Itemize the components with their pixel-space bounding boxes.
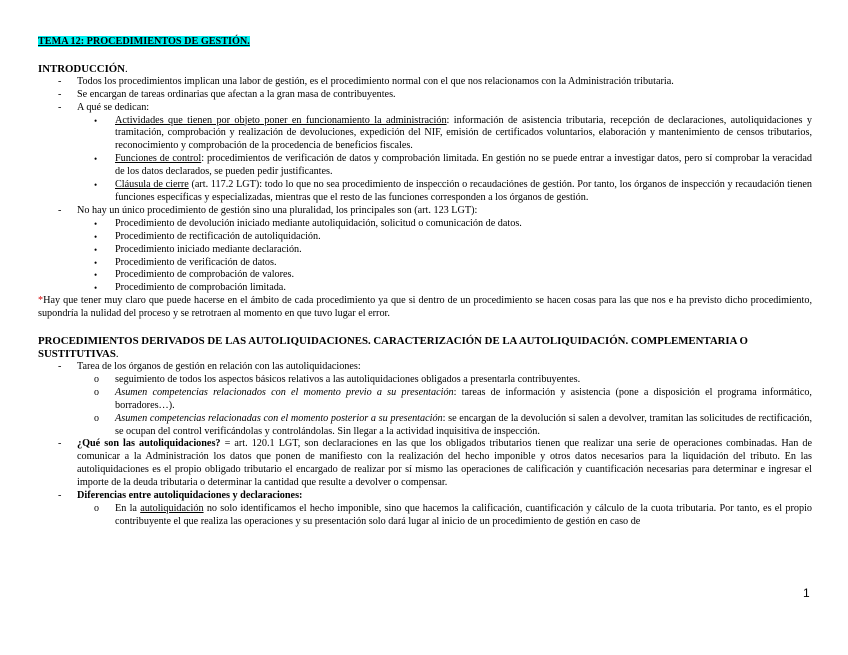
s2-differences [38,490,812,503]
s2-sub-item-2 [38,387,812,413]
note-text: Hay que tener muy claro que puede hacerse en el ámbito de cada procedimiento ya que si dentro de un procedimiento se hacen cosas para las que nos e ha previsto dicho procedimiento, supondría la nulidad del proceso y se retrotraen al momento en que tuvo lugar el error. [38,295,812,320]
procedure-item [38,244,812,257]
bullet-text: : procedimientos de verificación de datos y comprobación limitada. En gestión no se puede entrar a investigar datos, pero sí comprobar la veracidad de los datos declarados, se pueden pedir justificantes. [115,153,812,178]
procedure-item [38,269,812,282]
note-asterisk: * [38,295,44,307]
bullet-underlined: Actividades que tienen por objeto poner en funcionamiento la administración [115,114,447,126]
sub-item-text: : tareas de información y asistencia (pone a disposición el programa informático, borradores…). [115,386,812,411]
procedure-item [38,231,812,244]
page-number: 1 [803,586,810,600]
question-bold: ¿Qué son las autoliquidaciones? [77,438,221,450]
bullet-activities [38,115,812,154]
doc-title: TEMA 12: PROCEDIMIENTOS DE GESTIÓN. [38,36,250,47]
dash-marker: - [58,88,62,100]
intro-item-text: Se encargan de tareas ordinarias que afectan a la gran masa de contribuyentes. [77,88,396,100]
intro-heading-text: INTRODUCCIÓN [38,62,125,75]
doc-title-line [38,36,812,49]
section2-heading-dot: . [115,348,119,361]
intro-item-3 [38,102,812,115]
procedure-item [38,218,812,231]
question-text: = art. 120.1 LGT, son declaraciones en las que los obligados tributarios tienen que realizar una serie de operaciones combinadas. Han de comunicar a la Administración los datos que ponen de manifiesto con la realización del hecho imponible y otros datos necesarios para la liquidación del tributo. En las autoliquidaciones es el propio obligado tributario el encargado de realizar por sí mismo las operaciones de calificación y cuantificación necesarias para determinar e ingresar el importe de la deuda tributaria o determinar la cantidad que resulte a devolver o compensar. [77,438,812,489]
s2-sub-item-3 [38,413,812,439]
important-note [38,295,812,321]
sub-item-italic: Asumen competencias relacionados con el momento previo a su presentación [115,386,454,398]
bullet-marker: • [94,283,98,294]
bullet-text: (art. 117.2 LGT): todo lo que no sea procedimiento de inspección o recaudaciónes de gestión. Por tanto, los órganos de inspección y recaudación tienen funciones específicas y especializadas, mientras que el resto de las funciones corresponden a los órganos de gestión. [115,179,813,203]
section2-heading-text: PROCEDIMIENTOS DERIVADOS DE LAS AUTOLIQUIDACIONES. CARACTERIZACIÓN DE LA AUTOLIQUIDACIÓN. COMPLEMENTARIA O SUSTITUTIVAS [38,335,748,361]
circle-marker: o [94,373,99,385]
circle-marker: o [94,503,99,514]
dash-marker: - [58,361,62,373]
bullet-marker: • [94,154,98,165]
intro-item-text: Todos los procedimientos implican una labor de gestión, es el procedimiento normal con el que nos relacionamos con la Administración tributaria. [77,75,674,87]
intro-item-2 [38,89,812,102]
circle-marker: o [94,412,99,424]
diff-text-start: En la [115,503,141,514]
diff-underlined: autoliquidación [140,503,204,514]
dash-marker: - [58,204,62,216]
bullet-marker: • [94,180,98,191]
dash-marker: - [58,101,62,113]
intro-item-4 [38,205,812,218]
bullet-marker: • [94,218,98,229]
s2-sub-item-1 [38,374,812,387]
s2-question [38,438,812,490]
intro-item-text: A qué se dedican: [77,101,150,113]
bullet-marker: • [94,244,98,255]
dash-marker: - [58,75,62,87]
procedure-item [38,282,812,295]
procedure-text: Procedimiento de comprobación limitada. [115,282,286,294]
procedure-item [38,257,812,270]
bullet-marker: • [94,115,98,126]
s2-diff-item-1 [38,503,812,529]
bullet-marker: • [94,270,98,281]
diff-text: no solo identificamos el hecho imponible, sino que hacemos la calificación, cuantificación y cálculo de la cuota tributaria. Por tanto, es el propio contribuyente el que realiza las operaciones y su presentación solo dará lugar al inicio de un procedimiento de gestión en caso de [115,503,812,527]
procedure-text: Procedimiento de devolución iniciado mediante autoliquidación, solicitud o comunicación de datos. [115,217,522,229]
sub-item-text: seguimiento de todos los aspectos básicos relativos a las autoliquidaciones obligados a presentarla contribuyentes. [115,373,581,385]
sub-item-text: : se encargan de la devolución si salen a devolver, tramitan las solicitudes de rectificación, se ocupan del control verificándolas y controlándolas. Sin llegar a la actividad inquisitiva de inspección. [115,412,812,437]
procedure-text: Procedimiento de verificación de datos. [115,256,277,268]
bullet-cierre [38,179,812,205]
s2-tarea [38,361,812,374]
dash-marker: - [58,438,62,450]
bullet-marker: • [94,257,98,268]
intro-item-text: No hay un único procedimiento de gestión sino una pluralidad, los principales son (art. 123 LGT): [77,204,478,216]
procedure-text: Procedimiento de comprobación de valores. [115,269,295,281]
intro-heading-dot: . [124,62,128,75]
bullet-underlined: Funciones de control [115,153,202,165]
procedure-text: Procedimiento iniciado mediante declaración. [115,243,302,255]
document-page [38,36,812,529]
procedure-text: Procedimiento de rectificación de autoliquidación. [115,230,321,242]
bullet-underlined: Cláusula de cierre [115,179,189,191]
circle-marker: o [94,386,99,398]
s2-tarea-text: Tarea de los órganos de gestión en relación con las autoliquidaciones: [77,361,361,373]
intro-heading [38,63,812,76]
bullet-control [38,153,812,179]
intro-item-1 [38,76,812,89]
bullet-text: : información de asistencia tributaria, recepción de declaraciones, autoliquidaciones y tramitación, comprobación y realización de devoluciones, expedición del NIF, emisión de certificados voluntarios, elaboración y mantenimiento de censos tributarios, reconocimiento y comprobación de la procedencia de beneficios fiscales. [115,114,812,152]
sub-item-italic: Asumen competencias relacionadas con el momento posterior a su presentación [115,412,443,424]
bullet-marker: • [94,231,98,242]
section2-heading [38,335,812,361]
differences-heading: Diferencias entre autoliquidaciones y declaraciones: [77,490,303,502]
dash-marker: - [58,490,62,502]
